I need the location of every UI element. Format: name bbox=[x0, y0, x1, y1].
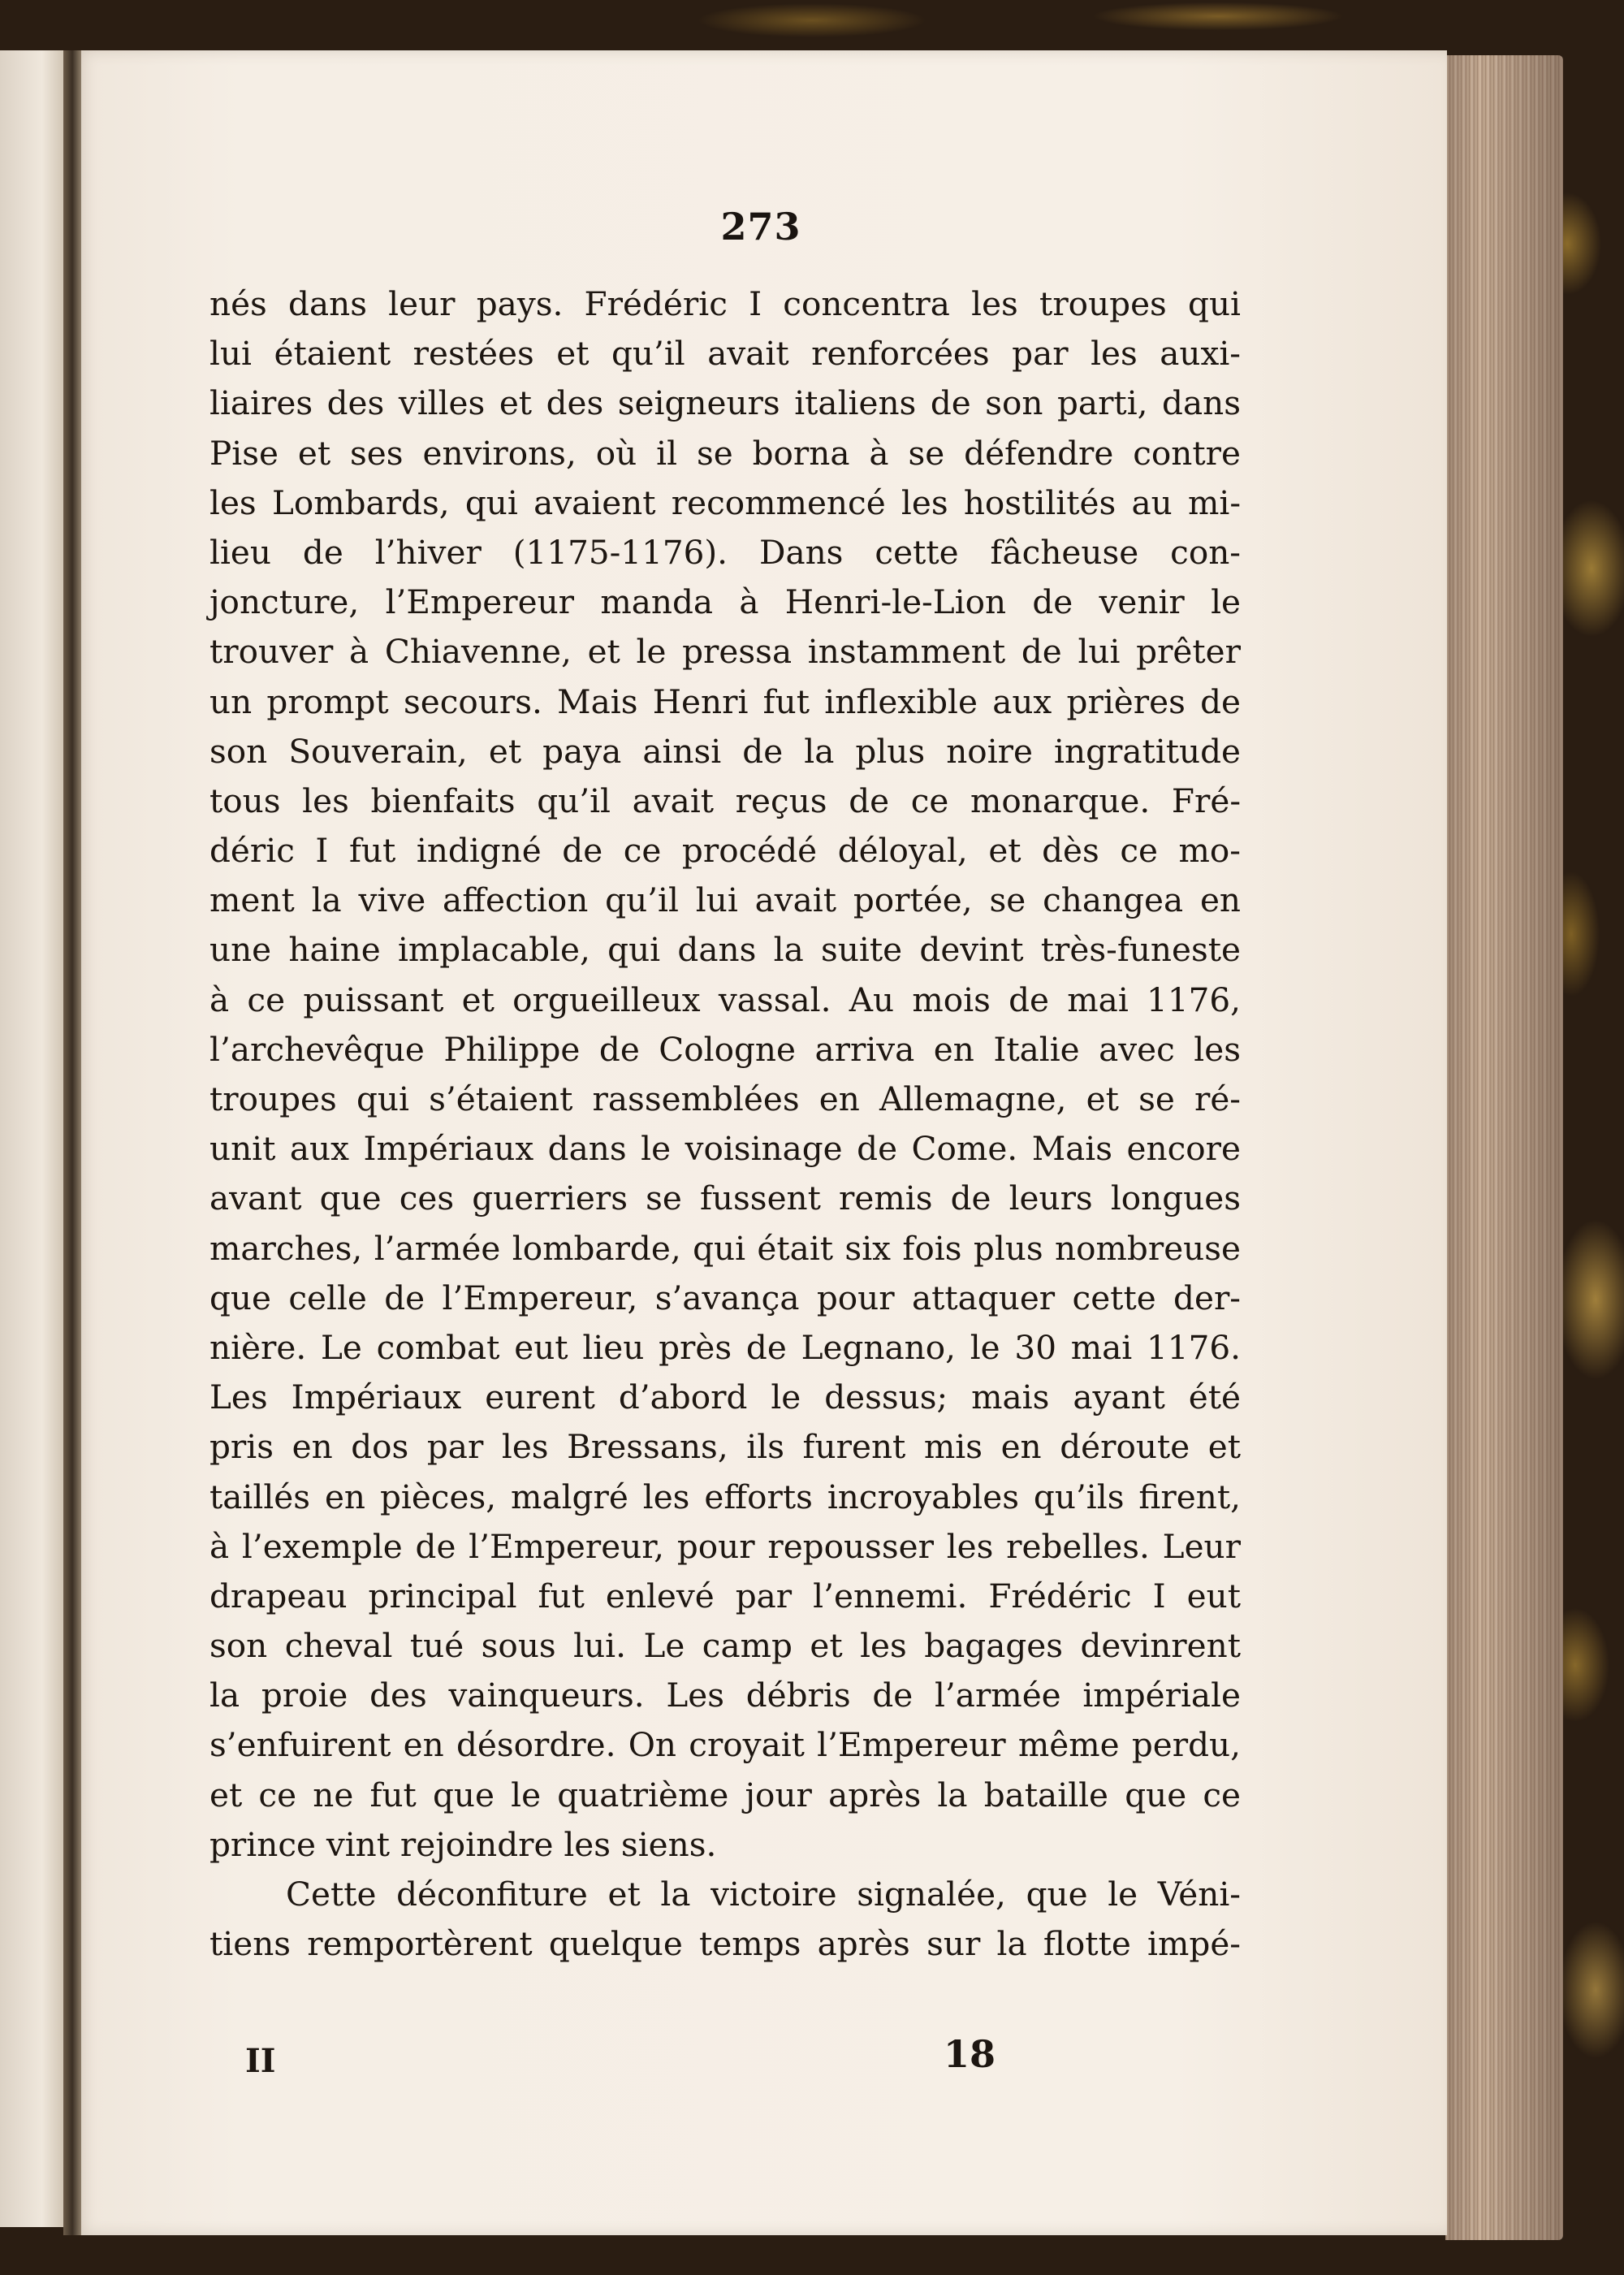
text-line: et ce ne fut que le quatrième jour après la bataille que ce bbox=[209, 1775, 1241, 1814]
text-line: Pise et ses environs, où il se borna à se défendre contre bbox=[209, 433, 1241, 473]
text-line: liaires des villes et des seigneurs italiens de son parti, dans bbox=[209, 383, 1241, 423]
text-line: avant que ces guerriers se fussent remis de leurs longues bbox=[209, 1179, 1241, 1218]
text-line: que celle de l’Empereur, s’avança pour attaquer cette der- bbox=[209, 1278, 1241, 1317]
text-line: pris en dos par les Bressans, ils furent mis en déroute et bbox=[209, 1427, 1241, 1467]
text-line: à ce puissant et orgueilleux vassal. Au mois de mai 1176, bbox=[209, 980, 1241, 1019]
left-page-edge bbox=[0, 50, 70, 2227]
text-line: troupes qui s’étaient rassemblées en Allemagne, et se ré- bbox=[209, 1079, 1241, 1118]
text-line: son cheval tué sous lui. Le camp et les bagages devinrent bbox=[209, 1626, 1241, 1666]
body-text bbox=[209, 279, 1241, 1969]
text-line: taillés en pièces, malgré les efforts incroyables qu’ils firent, bbox=[209, 1477, 1241, 1516]
text-line: Les Impériaux eurent d’abord le dessus; mais ayant été bbox=[209, 1378, 1241, 1417]
text-line: une haine implacable, qui dans la suite devint très-funeste bbox=[209, 930, 1241, 970]
text-line: joncture, l’Empereur manda à Henri-le-Lion de venir le bbox=[209, 582, 1241, 622]
book-page bbox=[75, 50, 1447, 2235]
text-line: unit aux Impériaux dans le voisinage de Come. Mais encore bbox=[209, 1129, 1241, 1169]
text-line: nés dans leur pays. Frédéric I concentra les troupes qui bbox=[209, 284, 1241, 323]
text-line: l’archevêque Philippe de Cologne arriva en Italie avec les bbox=[209, 1029, 1241, 1069]
text-line: drapeau principal fut enlevé par l’ennemi. Frédéric I eut bbox=[209, 1576, 1241, 1615]
text-line: marches, l’armée lombarde, qui était six fois plus nombreuse bbox=[209, 1228, 1241, 1268]
text-line: lui étaient restées et qu’il avait renforcées par les auxi- bbox=[209, 334, 1241, 374]
page-number: 273 bbox=[720, 205, 801, 249]
text-line: tous les bienfaits qu’il avait reçus de ce monarque. Fré- bbox=[209, 781, 1241, 820]
text-line: à l’exemple de l’Empereur, pour repousser les rebelles. Leur bbox=[209, 1526, 1241, 1566]
text-line: la proie des vainqueurs. Les débris de l’armée impériale bbox=[209, 1676, 1241, 1715]
text-line: Cette déconfiture et la victoire signalée, que le Véni- bbox=[286, 1875, 1241, 1914]
gathering-number: 18 bbox=[944, 2032, 996, 2076]
text-line: ment la vive affection qu’il lui avait portée, se changea en bbox=[209, 880, 1241, 920]
text-line: s’enfuirent en désordre. On croyait l’Empereur même perdu, bbox=[209, 1725, 1241, 1765]
text-line: trouver à Chiavenne, et le pressa instamment de lui prêter bbox=[209, 632, 1241, 672]
text-line: déric I fut indigné de ce procédé déloyal, et dès ce mo- bbox=[209, 831, 1241, 871]
text-line: lieu de l’hiver (1175-1176). Dans cette fâcheuse con- bbox=[209, 532, 1241, 572]
text-line: nière. Le combat eut lieu près de Legnano, le 30 mai 1176. bbox=[209, 1327, 1241, 1367]
signature-mark: II bbox=[245, 2042, 276, 2080]
text-line: prince vint rejoindre les siens. bbox=[209, 1824, 717, 1864]
page-fore-edge-shade bbox=[1445, 55, 1563, 2240]
text-line: les Lombards, qui avaient recommencé les hostilités au mi- bbox=[209, 482, 1241, 522]
book-gutter bbox=[63, 50, 81, 2235]
text-line: un prompt secours. Mais Henri fut inflexible aux prières de bbox=[209, 681, 1241, 721]
text-line: son Souverain, et paya ainsi de la plus noire ingratitude bbox=[209, 731, 1241, 771]
text-line: tiens remportèrent quelque temps après sur la flotte impé- bbox=[209, 1924, 1241, 1964]
